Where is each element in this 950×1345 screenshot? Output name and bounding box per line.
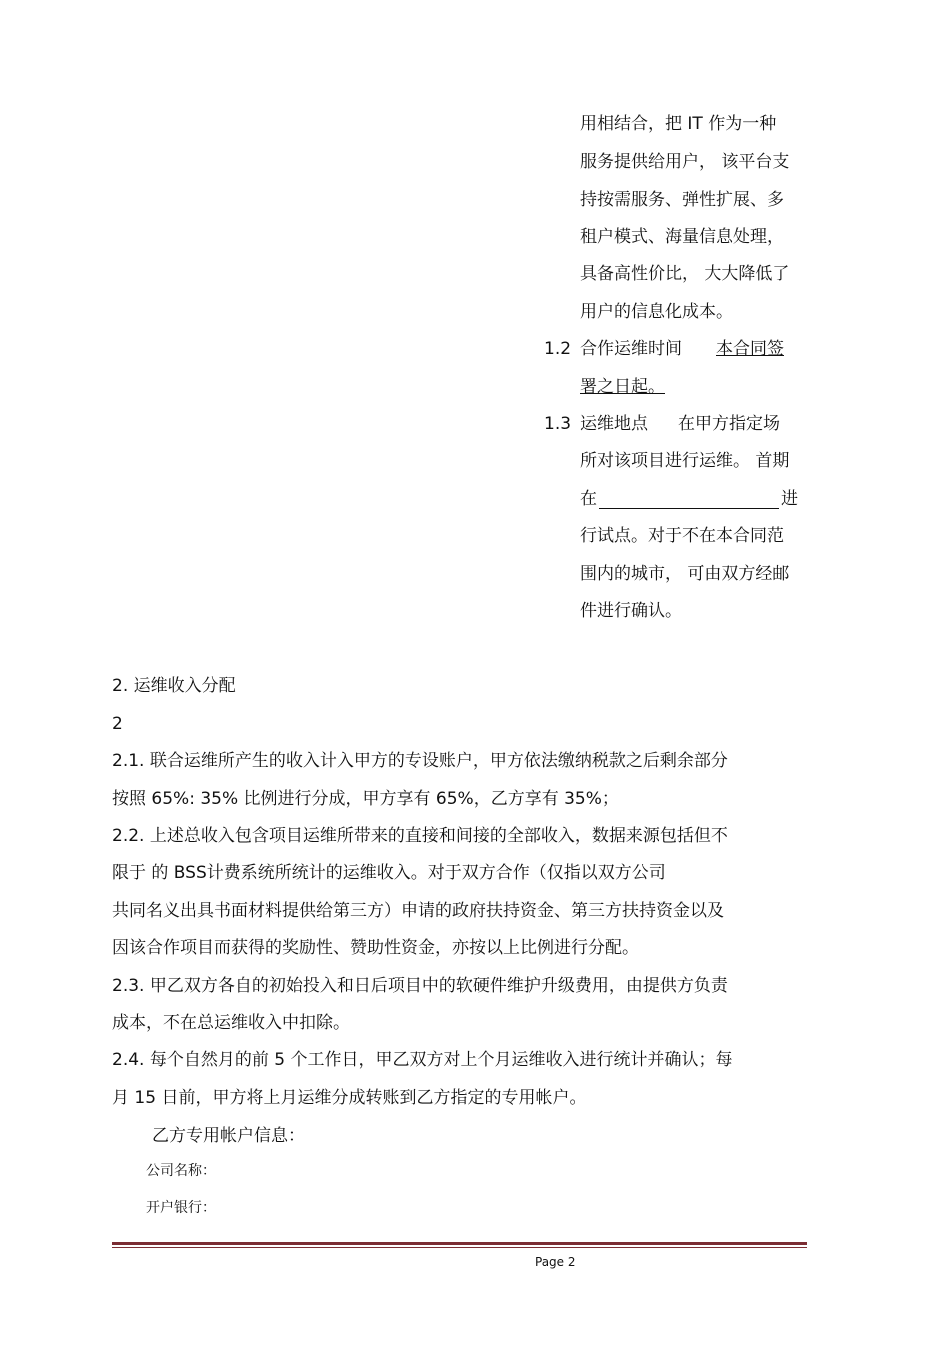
paragraph-line: 件进行确认。 bbox=[580, 601, 682, 621]
item-number: 1.2 bbox=[544, 339, 572, 359]
paragraph-line: 2.2. 上述总收入包含项目运维所带来的直接和间接的全部收入，数据来源包括但不 bbox=[112, 826, 728, 846]
item-label: 运维地点 bbox=[580, 414, 648, 434]
paragraph-line: 共同名义出具书面材料提供给第三方）申请的政府扶持资金、第三方扶持资金以及 bbox=[112, 901, 724, 921]
item-label: 合作运维时间 bbox=[580, 339, 682, 359]
paragraph-line: 2.1. 联合运维所产生的收入计入甲方的专设账户，甲方依法缴纳税款之后剩余部分 bbox=[112, 751, 728, 771]
section-heading: 2. 运维收入分配 bbox=[112, 676, 236, 696]
paragraph-line: 按照 65%: 35% 比例进行分成，甲方享有 65%，乙方享有 35%； bbox=[112, 789, 619, 809]
paragraph-line: 租户模式、海量信息处理， bbox=[580, 227, 784, 247]
paragraph-line: 持按需服务、弹性扩展、多 bbox=[580, 190, 784, 210]
paragraph-line: 服务提供给用户， 该平台支 bbox=[580, 152, 790, 172]
blank-field bbox=[599, 492, 779, 509]
paragraph-line: 所对该项目进行运维。 首期 bbox=[580, 451, 790, 471]
company-name-label: 公司名称： bbox=[146, 1163, 216, 1179]
bank-label: 开户银行： bbox=[146, 1200, 216, 1216]
paragraph-line: 2.4. 每个自然月的前 5 个工作日，甲乙双方对上个月运维收入进行统计并确认；每 bbox=[112, 1050, 733, 1070]
text-before-blank: 在 bbox=[580, 489, 597, 509]
account-heading: 乙方专用帐户信息： bbox=[152, 1126, 305, 1146]
item-value: 在甲方指定场 bbox=[678, 414, 780, 434]
footer-rule-thick bbox=[112, 1242, 807, 1245]
stray-number: 2 bbox=[112, 714, 123, 734]
item-number: 1.3 bbox=[544, 414, 572, 434]
fill-in-line bbox=[580, 489, 798, 509]
text-after-blank: 进 bbox=[781, 489, 798, 509]
paragraph-line: 月 15 日前，甲方将上月运维分成转账到乙方指定的专用帐户。 bbox=[112, 1088, 587, 1108]
footer-rule-thin bbox=[112, 1247, 807, 1248]
paragraph-line: 2.3. 甲乙双方各自的初始投入和日后项目中的软硬件维护升级费用，由提供方负责 bbox=[112, 976, 728, 996]
paragraph-line: 因该合作项目而获得的奖励性、赞助性资金，亦按以上比例进行分配。 bbox=[112, 938, 639, 958]
paragraph-line: 用户的信息化成本。 bbox=[580, 302, 733, 322]
item-value: 署之日起。 bbox=[580, 377, 665, 397]
item-value: 本合同签 bbox=[716, 339, 784, 359]
paragraph-line: 成本，不在总运维收入中扣除。 bbox=[112, 1013, 350, 1033]
paragraph-line: 限于 的 BSS计费系统所统计的运维收入。对于双方合作（仅指以双方公司 bbox=[112, 863, 666, 883]
paragraph-line: 具备高性价比， 大大降低了 bbox=[580, 264, 790, 284]
paragraph-line: 行试点。对于不在本合同范 bbox=[580, 526, 784, 546]
page-number: Page 2 bbox=[535, 1255, 576, 1269]
paragraph-line: 围内的城市， 可由双方经邮 bbox=[580, 564, 790, 584]
paragraph-line: 用相结合，把 IT 作为一种 bbox=[580, 114, 777, 134]
